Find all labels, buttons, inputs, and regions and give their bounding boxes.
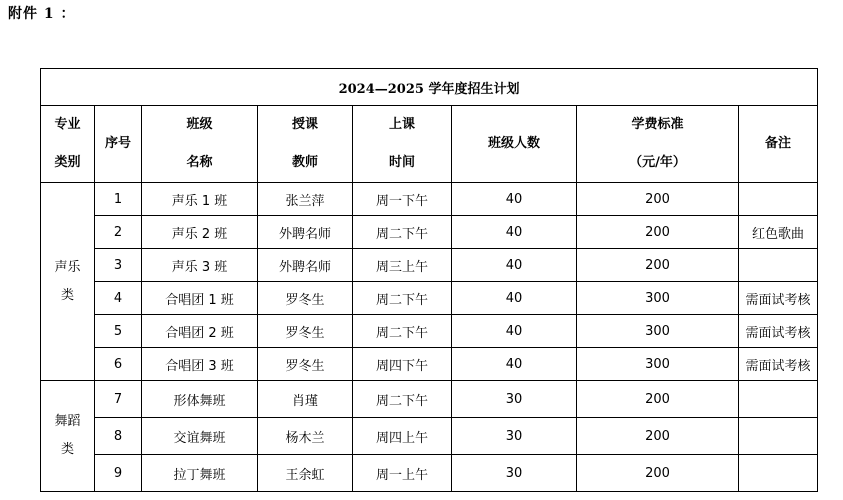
row-note: [739, 183, 818, 216]
category-vocal: 声乐 类: [41, 183, 95, 381]
enrollment-plan-table: [40, 68, 818, 492]
row-size: 40: [452, 315, 577, 348]
row-size: 30: [452, 455, 577, 492]
row-fee: 300: [577, 282, 739, 315]
row-note: [739, 249, 818, 282]
row-note: [739, 381, 818, 418]
table-row: [41, 348, 818, 381]
row-teacher: 肖瑾: [258, 381, 353, 418]
row-time: 周二下午: [353, 381, 452, 418]
row-teacher: 外聘名师: [258, 249, 353, 282]
header-size: 班级人数: [452, 106, 577, 183]
header-class-name: 班级 名称: [142, 106, 258, 183]
table-row: [41, 315, 818, 348]
row-fee: 300: [577, 348, 739, 381]
row-seq: 4: [95, 282, 142, 315]
row-teacher: 罗冬生: [258, 282, 353, 315]
row-note: [739, 418, 818, 455]
row-fee: 200: [577, 418, 739, 455]
row-class-name: 交谊舞班: [142, 418, 258, 455]
row-class-name: 合唱团 1 班: [142, 282, 258, 315]
row-note: 需面试考核: [739, 348, 818, 381]
row-teacher: 罗冬生: [258, 315, 353, 348]
row-class-name: 合唱团 2 班: [142, 315, 258, 348]
header-category: 专业 类别: [41, 106, 95, 183]
header-time: 上课 时间: [353, 106, 452, 183]
row-size: 30: [452, 381, 577, 418]
row-note: 需面试考核: [739, 315, 818, 348]
row-fee: 200: [577, 216, 739, 249]
header-fee: 学费标准 （元/年）: [577, 106, 739, 183]
row-time: 周二下午: [353, 216, 452, 249]
row-class-name: 声乐 1 班: [142, 183, 258, 216]
row-seq: 9: [95, 455, 142, 492]
header-row: [41, 106, 818, 183]
row-fee: 300: [577, 315, 739, 348]
row-teacher: 张兰萍: [258, 183, 353, 216]
row-class-name: 合唱团 3 班: [142, 348, 258, 381]
row-size: 30: [452, 418, 577, 455]
row-seq: 1: [95, 183, 142, 216]
row-seq: 5: [95, 315, 142, 348]
row-fee: 200: [577, 183, 739, 216]
row-size: 40: [452, 282, 577, 315]
row-teacher: 外聘名师: [258, 216, 353, 249]
header-seq: 序号: [95, 106, 142, 183]
row-note: 红色歌曲: [739, 216, 818, 249]
table-row: [41, 282, 818, 315]
row-seq: 6: [95, 348, 142, 381]
row-time: 周一上午: [353, 455, 452, 492]
table-row: [41, 183, 818, 216]
row-fee: 200: [577, 249, 739, 282]
table-row: [41, 455, 818, 492]
row-class-name: 形体舞班: [142, 381, 258, 418]
table-row: [41, 249, 818, 282]
row-time: 周二下午: [353, 282, 452, 315]
row-note: [739, 455, 818, 492]
row-size: 40: [452, 183, 577, 216]
row-time: 周三上午: [353, 249, 452, 282]
table-row: [41, 418, 818, 455]
row-seq: 3: [95, 249, 142, 282]
row-class-name: 拉丁舞班: [142, 455, 258, 492]
row-time: 周四上午: [353, 418, 452, 455]
row-fee: 200: [577, 455, 739, 492]
row-note: 需面试考核: [739, 282, 818, 315]
category-dance: 舞蹈 类: [41, 381, 95, 492]
row-time: 周四下午: [353, 348, 452, 381]
row-class-name: 声乐 3 班: [142, 249, 258, 282]
row-seq: 2: [95, 216, 142, 249]
header-note: 备注: [739, 106, 818, 183]
row-seq: 7: [95, 381, 142, 418]
row-size: 40: [452, 249, 577, 282]
row-teacher: 杨木兰: [258, 418, 353, 455]
table-title: 2024—2025 学年度招生计划: [41, 69, 818, 106]
row-size: 40: [452, 216, 577, 249]
row-class-name: 声乐 2 班: [142, 216, 258, 249]
row-time: 周二下午: [353, 315, 452, 348]
row-size: 40: [452, 348, 577, 381]
row-fee: 200: [577, 381, 739, 418]
header-teacher: 授课 教师: [258, 106, 353, 183]
table-row: [41, 381, 818, 418]
row-teacher: 罗冬生: [258, 348, 353, 381]
row-seq: 8: [95, 418, 142, 455]
row-time: 周一下午: [353, 183, 452, 216]
row-teacher: 王余虹: [258, 455, 353, 492]
table-row: [41, 216, 818, 249]
attachment-label: 附件 1 ：: [8, 6, 76, 22]
